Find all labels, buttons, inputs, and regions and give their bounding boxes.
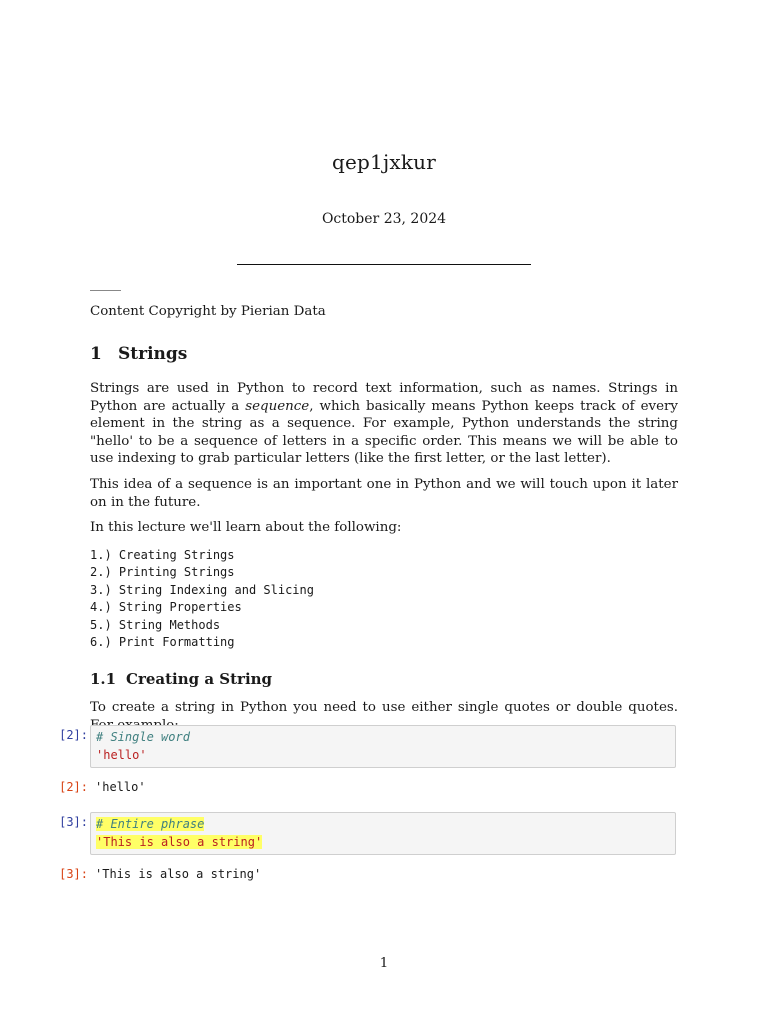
document-date: October 23, 2024 [321,211,447,227]
list-item: 2.) Printing Strings [90,565,235,580]
output-prompt: [3]: [59,867,88,881]
code-string: 'hello' [96,747,147,762]
sequence-paragraph: This idea of a sequence is an important one in Python and we will touch upon it later on in the future. [90,477,678,510]
page-number: 1 [379,956,389,971]
subsection-number: 1.1 [90,670,117,688]
document-title: qep1jxkur [331,150,436,174]
section-number: 1 [90,344,102,364]
intro-paragraph [90,380,678,468]
cell-output: 'hello' [95,780,146,794]
input-prompt: [2]: [59,728,88,742]
code-comment: # Entire phrase [96,817,205,831]
code-cell[interactable] [90,812,676,855]
intro-text-start: Strings are used in Python to record text information, such as names. Strings in Python are actually a [90,381,678,414]
short-divider [90,290,121,291]
code-cell[interactable] [90,725,676,768]
intro-emphasis: sequence [245,398,310,414]
list-item: 1.) Creating Strings [90,548,235,562]
creating-string-intro: To create a string in Python you need to use either single quotes or double quotes. [90,700,678,715]
list-item: 5.) String Methods [90,617,221,632]
list-item: 6.) Print Formatting [90,635,235,650]
code-comment: # Single word [96,730,190,744]
subsection-heading-creating-string [90,670,272,688]
section-title: Strings [118,344,188,364]
cell-output: 'This is also a string' [95,867,262,881]
intro-text-end: , which basically means Python keeps track of every element in the string as a sequence. For example, Python understands the string "hello' to be a sequence of letters in a specific order. This means we will be able to use indexing to grab particular letters (like the first letter, or the last letter). [90,398,678,467]
output-prompt: [2]: [59,780,88,794]
list-item: 3.) String Indexing and Slicing [90,582,314,597]
list-item: 4.) String Properties [90,600,242,615]
title-divider [237,264,531,265]
topics-list [90,547,314,651]
code-string: 'This is also a string' [96,834,263,849]
section-heading-strings [90,344,187,364]
copyright-text: Content Copyright by Pierian Data [90,304,326,319]
lecture-intro-paragraph: In this lecture we'll learn about the following: [90,520,402,535]
subsection-title: Creating a String [126,670,273,688]
input-prompt: [3]: [59,815,88,829]
